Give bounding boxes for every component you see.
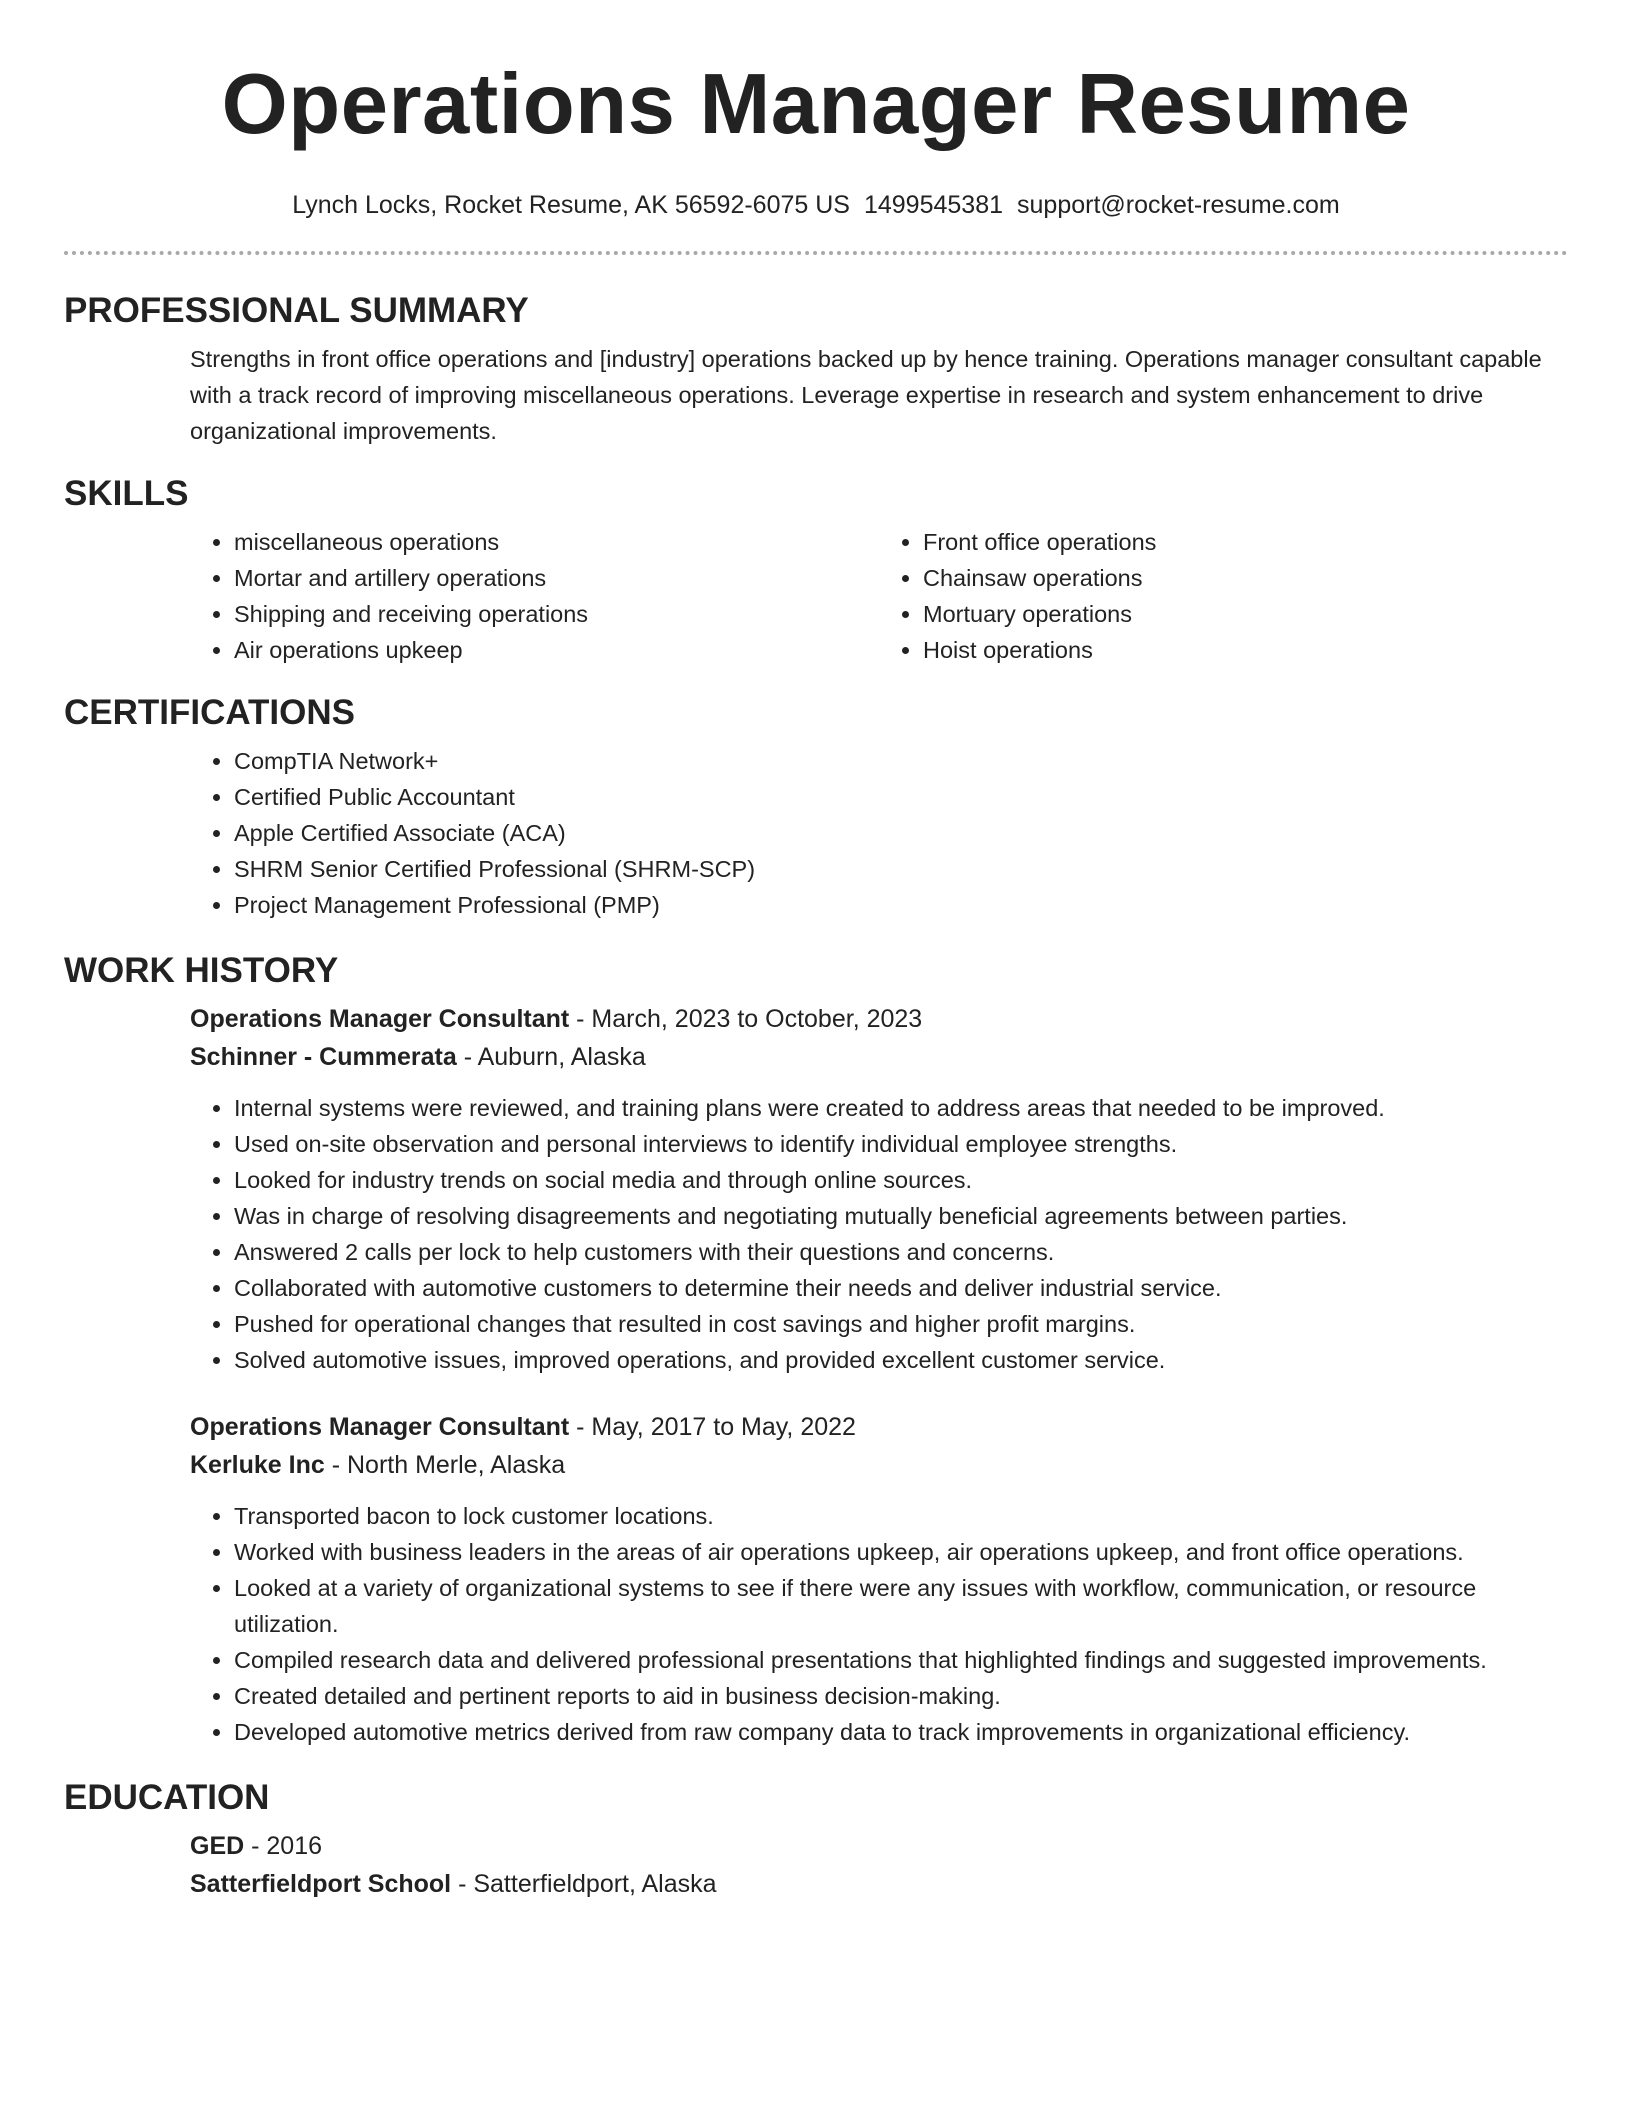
education-entry (190, 1827, 1568, 1903)
job-title: Operations Manager Consultant (190, 1413, 570, 1441)
education-school-line (190, 1865, 1568, 1903)
education-school: Satterfieldport School (190, 1870, 452, 1898)
list-item: • Certified Public Accountant (234, 779, 1568, 815)
summary-text: Strengths in front office operations and [industry] operations backed up by hence training. Operations manager consultant capable with a track record of improving miscellaneous operations. Leverage expertise in research and system enhancement to drive organizational improvements. (190, 346, 1542, 444)
list-item: • Chainsaw operations (923, 560, 1568, 596)
list-item: • CompTIA Network+ (234, 743, 1568, 779)
resume-page (64, 0, 1568, 1903)
list-item: • Pushed for operational changes that resulted in cost savings and higher profit margins. (234, 1306, 1568, 1342)
list-item: • Hoist operations (923, 632, 1568, 668)
education-section (64, 1780, 1568, 1903)
contact-line (64, 193, 1568, 218)
skills-column-1 (190, 524, 879, 668)
education-location: - Satterfieldport, Alaska (451, 1870, 717, 1898)
skills-section (64, 476, 1568, 668)
certifications-section (64, 695, 1568, 923)
summary-section (64, 293, 1568, 449)
job-bullets (190, 1090, 1568, 1378)
email: support@rocket-resume.com (1017, 191, 1340, 219)
job-entry (190, 1408, 1568, 1750)
list-item: • Used on-site observation and personal interviews to identify individual employee strengths. (234, 1126, 1568, 1162)
list-item: • Created detailed and pertinent reports to aid in business decision-making. (234, 1678, 1568, 1714)
skills-heading: SKILLS (64, 474, 189, 513)
list-item: • Worked with business leaders in the areas of air operations upkeep, air operations upkeep, and front office operations. (234, 1534, 1568, 1570)
list-item: • Shipping and receiving operations (234, 596, 879, 632)
list-item: • Front office operations (923, 524, 1568, 560)
resume-title: Operations Manager Resume (221, 57, 1411, 152)
job-location: - North Merle, Alaska (324, 1451, 566, 1479)
list-item: • Solved automotive issues, improved operations, and provided excellent customer service. (234, 1342, 1568, 1378)
job-title-line (190, 1408, 1568, 1446)
list-item: • Looked for industry trends on social media and through online sources. (234, 1162, 1568, 1198)
certifications-list (190, 743, 1568, 923)
certifications-body (190, 743, 1568, 923)
certifications-heading: CERTIFICATIONS (64, 693, 356, 732)
education-year: - 2016 (244, 1832, 323, 1860)
list-item: • SHRM Senior Certified Professional (SHRM-SCP) (234, 851, 1568, 887)
summary-heading: PROFESSIONAL SUMMARY (64, 291, 529, 330)
education-degree-line (190, 1827, 1568, 1865)
job-dates: - May, 2017 to May, 2022 (569, 1413, 856, 1441)
list-item: • miscellaneous operations (234, 524, 879, 560)
list-item: • Transported bacon to lock customer locations. (234, 1498, 1568, 1534)
list-item: • Air operations upkeep (234, 632, 879, 668)
job-company-line (190, 1446, 1568, 1484)
list-item: • Mortuary operations (923, 596, 1568, 632)
education-heading: EDUCATION (64, 1778, 270, 1817)
job-company: Kerluke Inc (190, 1451, 325, 1479)
summary-body (190, 341, 1568, 449)
list-item: • Collaborated with automotive customers to determine their needs and deliver industrial service. (234, 1270, 1568, 1306)
job-company: Schinner - Cummerata (190, 1043, 457, 1071)
list-item: • Apple Certified Associate (ACA) (234, 815, 1568, 851)
job-entry (190, 1000, 1568, 1378)
job-title: Operations Manager Consultant (190, 1005, 570, 1033)
job-location: - Auburn, Alaska (456, 1043, 646, 1071)
job-title-line (190, 1000, 1568, 1038)
work-history-heading: WORK HISTORY (64, 951, 339, 990)
list-item: • Mortar and artillery operations (234, 560, 879, 596)
list-item: • Was in charge of resolving disagreements and negotiating mutually beneficial agreements between parties. (234, 1198, 1568, 1234)
address: Lynch Locks, Rocket Resume, AK 56592-6075 US (292, 191, 850, 219)
work-history-section (64, 953, 1568, 1750)
list-item: • Project Management Professional (PMP) (234, 887, 1568, 923)
list-item: • Developed automotive metrics derived from raw company data to track improvements in organizational efficiency. (234, 1714, 1568, 1750)
header-divider (64, 251, 1568, 255)
education-degree: GED (190, 1832, 245, 1860)
list-item: • Compiled research data and delivered professional presentations that highlighted findings and suggested improvements. (234, 1642, 1568, 1678)
job-dates: - March, 2023 to October, 2023 (569, 1005, 923, 1033)
list-item: • Looked at a variety of organizational systems to see if there were any issues with workflow, communication, or resource utilization. (234, 1570, 1568, 1642)
skills-list (190, 524, 1568, 668)
list-item: • Answered 2 calls per lock to help customers with their questions and concerns. (234, 1234, 1568, 1270)
job-company-line (190, 1038, 1568, 1076)
skills-column-2 (879, 524, 1568, 668)
list-item: • Internal systems were reviewed, and training plans were created to address areas that needed to be improved. (234, 1090, 1568, 1126)
job-bullets (190, 1498, 1568, 1750)
phone: 1499545381 (863, 191, 1004, 219)
